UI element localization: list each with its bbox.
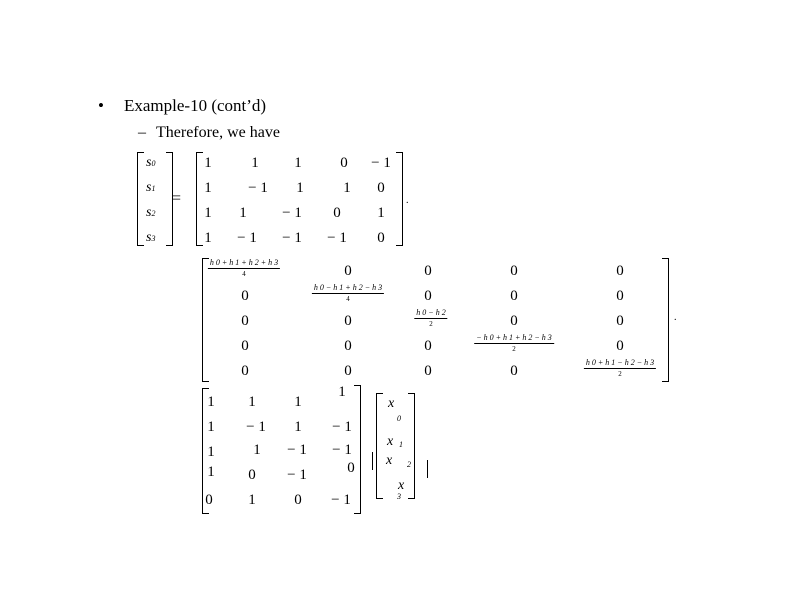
matrix-a-cell: 1 <box>377 205 385 221</box>
diag-zero: 0 <box>241 288 249 304</box>
period-mark: . <box>674 312 677 323</box>
diag-matrix-right-bracket <box>662 258 669 382</box>
diag-d5-fraction: h 0 + h 1 − h 2 − h 3 2 <box>585 358 655 378</box>
matrix-a-cell: 1 <box>204 180 212 196</box>
matrix-a-cell: − 1 <box>282 230 302 246</box>
matrix-b-cell: 1 <box>248 394 256 410</box>
diag-zero: 0 <box>344 338 352 354</box>
diag-zero: 0 <box>241 313 249 329</box>
matrix-b-cell: − 1 <box>287 467 307 483</box>
diag-zero: 0 <box>510 313 518 329</box>
diag-zero: 0 <box>510 363 518 379</box>
diag-d2-fraction: h 0 − h 1 + h 2 − h 3 4 <box>313 283 383 303</box>
x0-symbol: x <box>388 396 395 411</box>
diag-zero: 0 <box>616 313 624 329</box>
matrix-a-cell: − 1 <box>237 230 257 246</box>
diag-zero: 0 <box>241 363 249 379</box>
matrix-b-cell: − 1 <box>331 492 351 508</box>
matrix-b-cell: 1 <box>248 492 256 508</box>
matrix-b-cell: 0 <box>294 492 302 508</box>
x-vector-left-bracket <box>376 393 383 499</box>
x1-subscript: 1 <box>399 440 403 449</box>
slide-subtitle: Therefore, we have <box>156 124 280 141</box>
s-vector-left-bracket <box>137 152 144 246</box>
diag-zero: 0 <box>510 288 518 304</box>
matrix-a-cell: 1 <box>343 180 351 196</box>
x3-subscript: 3 <box>397 492 401 501</box>
diag-d3-fraction: h 0 − h 2 2 <box>416 308 446 328</box>
diag-zero: 0 <box>424 288 432 304</box>
matrix-a-cell: 0 <box>333 205 341 221</box>
matrix-a-cell: − 1 <box>371 155 391 171</box>
x2-subscript: 2 <box>407 460 411 469</box>
matrix-a-left-bracket <box>196 152 203 246</box>
diag-zero: 0 <box>344 263 352 279</box>
matrix-b-cell: 1 <box>338 384 346 400</box>
matrix-b-cell: 1 <box>207 419 215 435</box>
matrix-b-cell: 0 <box>347 460 355 476</box>
x2-symbol: x <box>386 453 393 468</box>
matrix-b-cell: − 1 <box>332 442 352 458</box>
diag-d4-fraction: − h 0 + h 1 + h 2 − h 3 2 <box>476 333 552 353</box>
matrix-a-cell: 0 <box>340 155 348 171</box>
diag-d1-fraction: h 0 + h 1 + h 2 + h 3 4 <box>209 258 279 278</box>
sub-bullet-dash: – <box>138 124 146 141</box>
matrix-a-cell: 1 <box>296 180 304 196</box>
matrix-a-cell: 1 <box>204 155 212 171</box>
matrix-b-cell: 1 <box>207 444 215 460</box>
x1-symbol: x <box>387 434 394 449</box>
matrix-b-cell: 1 <box>253 442 261 458</box>
diag-zero: 0 <box>424 338 432 354</box>
diag-zero: 0 <box>616 263 624 279</box>
matrix-b-cell: 1 <box>207 464 215 480</box>
diag-zero: 0 <box>424 263 432 279</box>
s0-symbol: s0 <box>146 155 156 170</box>
matrix-b-cell: − 1 <box>287 442 307 458</box>
x0-subscript: 0 <box>397 414 401 423</box>
matrix-a-cell: 0 <box>377 230 385 246</box>
x-vector-inner-bar <box>372 452 379 470</box>
bullet-icon: • <box>98 96 104 115</box>
matrix-b-cell: − 1 <box>246 419 266 435</box>
matrix-a-cell: − 1 <box>282 205 302 221</box>
x-vector-inner-bar <box>421 460 428 478</box>
matrix-b-cell: 0 <box>205 492 213 508</box>
diag-zero: 0 <box>344 363 352 379</box>
x3-symbol: x <box>398 478 405 493</box>
matrix-b-cell: 1 <box>207 394 215 410</box>
matrix-a-cell: 1 <box>239 205 247 221</box>
matrix-b-cell: 1 <box>294 394 302 410</box>
x-vector-right-bracket <box>408 393 415 499</box>
matrix-b-cell: 0 <box>248 467 256 483</box>
matrix-a-cell: 1 <box>294 155 302 171</box>
slide-title: Example-10 (cont’d) <box>124 96 267 115</box>
diag-zero: 0 <box>616 288 624 304</box>
matrix-a-cell: 1 <box>204 230 212 246</box>
matrix-b-cell: − 1 <box>332 419 352 435</box>
s2-symbol: s2 <box>146 205 156 220</box>
matrix-b-right-bracket <box>354 385 361 514</box>
diag-zero: 0 <box>616 338 624 354</box>
matrix-a-cell: − 1 <box>248 180 268 196</box>
diag-zero: 0 <box>344 313 352 329</box>
matrix-a-right-bracket <box>396 152 403 246</box>
diag-zero: 0 <box>510 263 518 279</box>
matrix-a-cell: 0 <box>377 180 385 196</box>
diag-zero: 0 <box>241 338 249 354</box>
matrix-a-cell: 1 <box>251 155 259 171</box>
matrix-a-cell: 1 <box>204 205 212 221</box>
period-mark: . <box>406 195 409 206</box>
matrix-b-cell: 1 <box>294 419 302 435</box>
matrix-a-cell: − 1 <box>327 230 347 246</box>
diag-zero: 0 <box>424 363 432 379</box>
s3-symbol: s3 <box>146 230 156 245</box>
s1-symbol: s1 <box>146 180 156 195</box>
equals-sign: = <box>172 190 182 207</box>
